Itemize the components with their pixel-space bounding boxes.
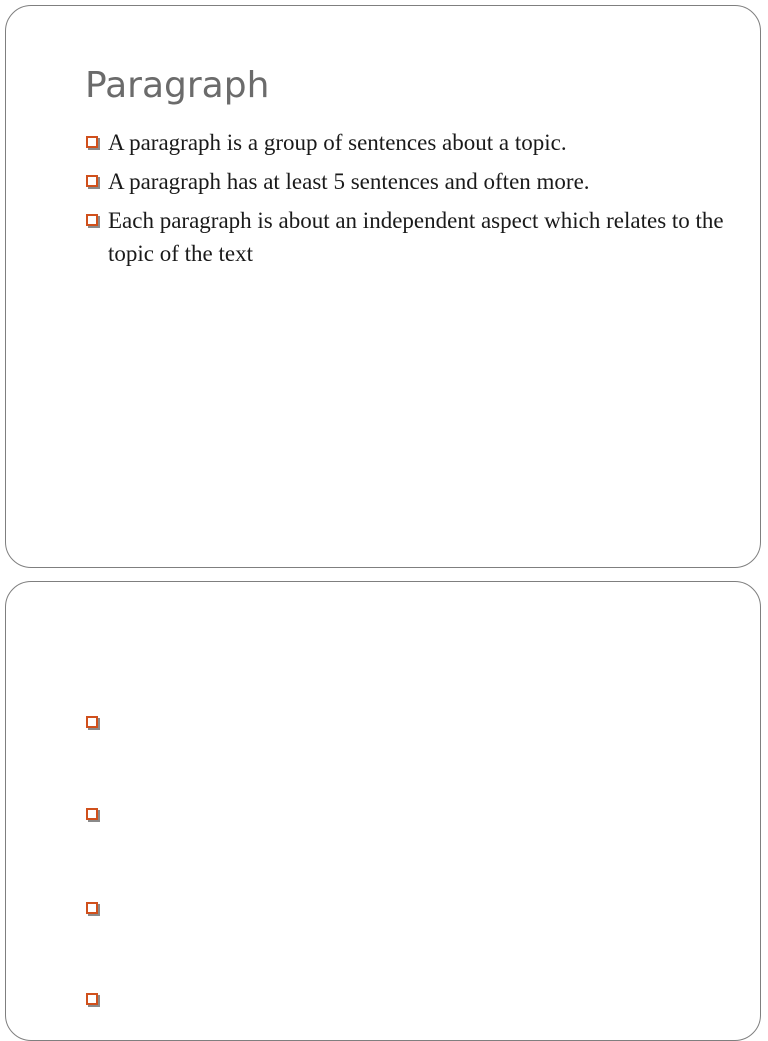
slide-2 bbox=[5, 581, 761, 1041]
checkbox-square-icon bbox=[86, 175, 98, 187]
bullet-item bbox=[84, 165, 724, 198]
checkbox-square-icon bbox=[86, 902, 98, 914]
bullet-text: A paragraph has at least 5 sentences and often more. bbox=[108, 169, 590, 194]
checkbox-square-icon bbox=[86, 808, 98, 820]
bullet-text: A paragraph is a group of sentences about a topic. bbox=[108, 130, 567, 155]
slide-1 bbox=[5, 5, 761, 568]
checkbox-square-icon bbox=[86, 993, 98, 1005]
slide-title: Paragraph bbox=[85, 65, 270, 106]
bullet-item bbox=[84, 126, 724, 159]
bullet-list bbox=[84, 126, 724, 276]
bullet-item bbox=[84, 204, 724, 270]
checkbox-square-icon bbox=[86, 716, 98, 728]
bullet-text: Each paragraph is about an independent aspect which relates to the topic of the text bbox=[108, 208, 724, 266]
checkbox-square-icon bbox=[86, 214, 98, 226]
checkbox-square-icon bbox=[86, 136, 98, 148]
